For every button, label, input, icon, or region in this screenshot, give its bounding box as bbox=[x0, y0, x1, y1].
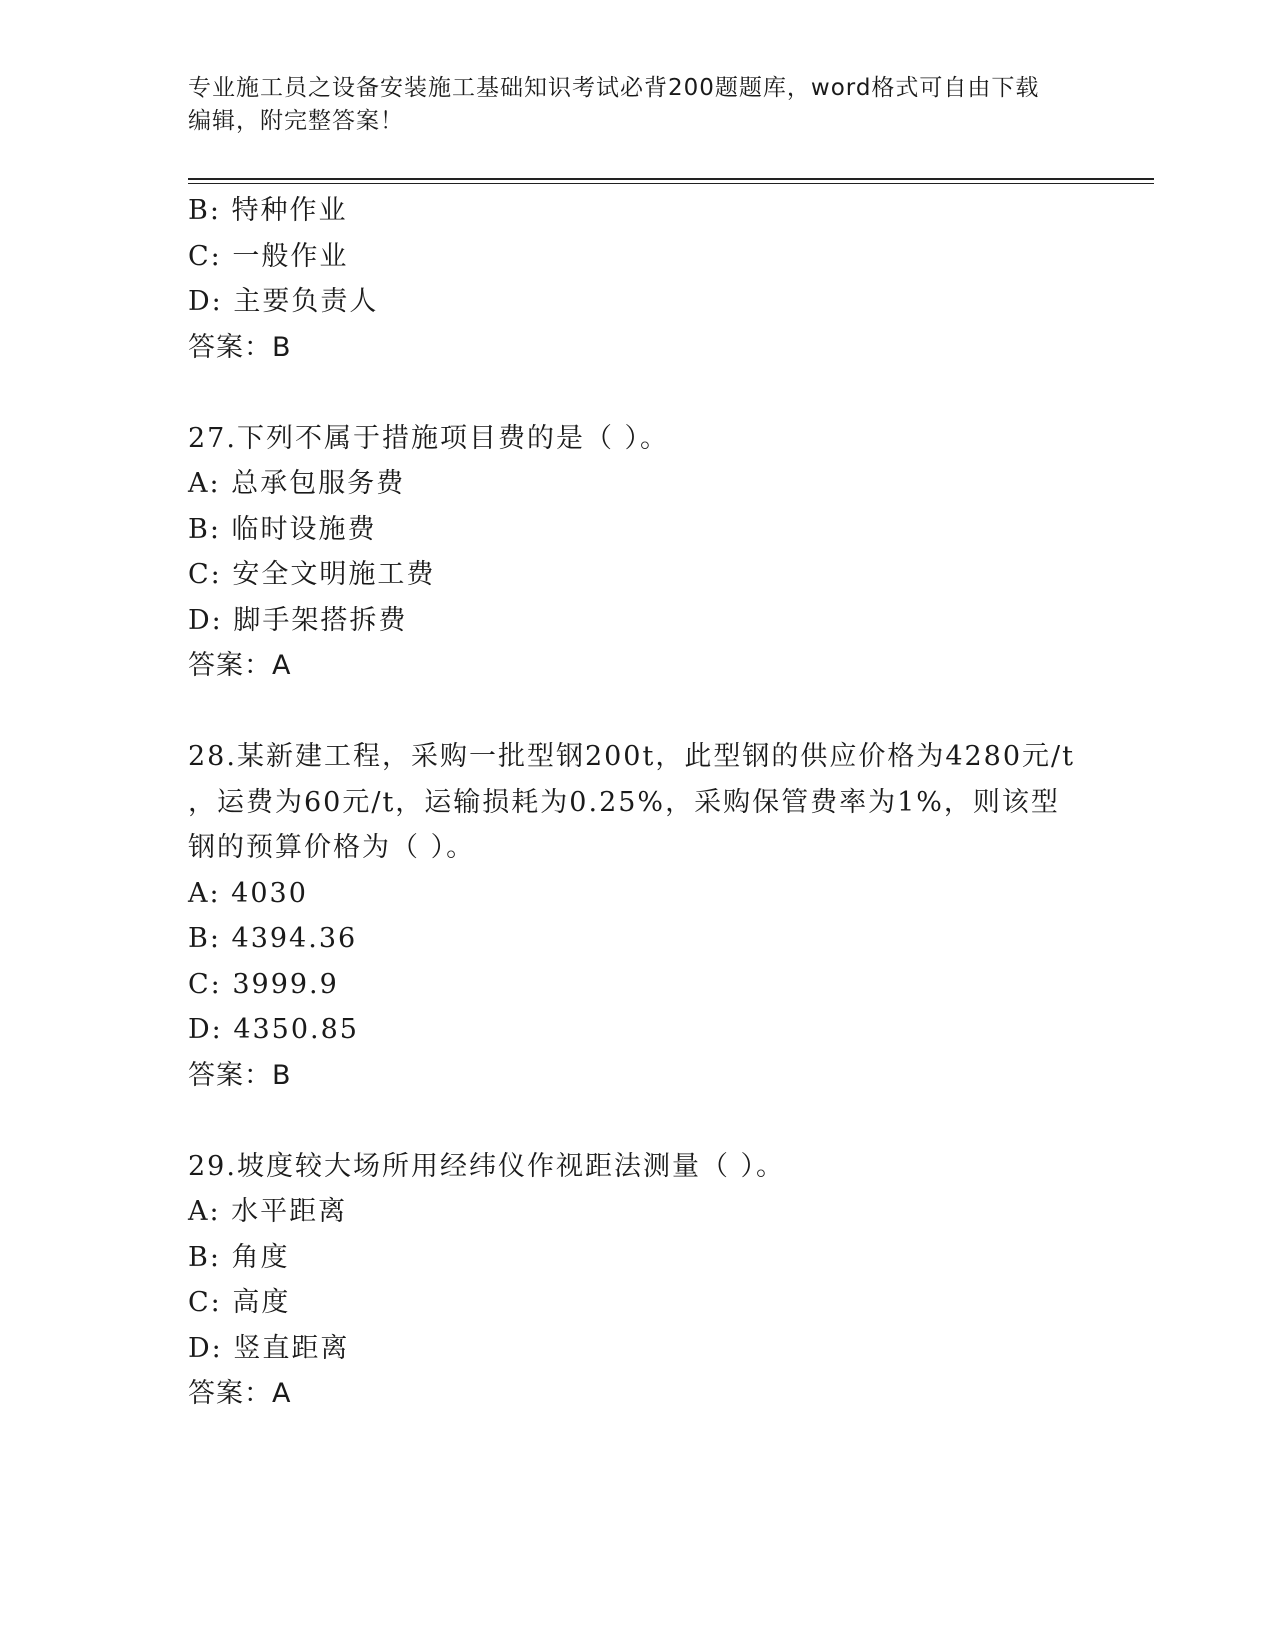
answer-line: 答案：B bbox=[188, 331, 292, 363]
option-d: D: 脚手架搭拆费 bbox=[188, 604, 408, 636]
question-29 bbox=[188, 1144, 1088, 1417]
header-title-line-2: 编辑，附完整答案！ bbox=[188, 108, 404, 134]
header-title-line-1: 专业施工员之设备安装施工基础知识考试必背200题题库，word格式可自由下载 bbox=[188, 75, 1040, 101]
question-stem-line-1: 28.某新建工程，采购一批型钢200t，此型钢的供应价格为4280元/t bbox=[188, 741, 1075, 772]
question-stem: 27.下列不属于措施项目费的是（ ）。 bbox=[188, 422, 670, 454]
option-c: C: 3999.9 bbox=[188, 968, 339, 1000]
answer-line: 答案：A bbox=[188, 650, 292, 681]
option-d: D: 竖直距离 bbox=[188, 1332, 350, 1364]
option-b: B: 角度 bbox=[188, 1241, 290, 1273]
question-28 bbox=[188, 734, 1088, 1098]
option-c: C: 一般作业 bbox=[188, 240, 349, 272]
option-b: B: 4394.36 bbox=[188, 923, 358, 954]
question-stem-line-3: 钢的预算价格为（ ）。 bbox=[188, 832, 476, 863]
question-stem-line-2: ，运费为60元/t，运输损耗为0.25%，采购保管费率为1%，则该型 bbox=[188, 786, 1060, 818]
option-c: C: 高度 bbox=[188, 1287, 291, 1318]
question-27 bbox=[188, 416, 1088, 689]
option-d: D: 主要负责人 bbox=[188, 286, 379, 317]
option-d: D: 4350.85 bbox=[188, 1014, 359, 1045]
question-content bbox=[188, 188, 1088, 1417]
option-a: A: 4030 bbox=[188, 877, 308, 909]
answer-line: 答案：A bbox=[188, 1378, 292, 1409]
option-b: B: 特种作业 bbox=[188, 195, 348, 226]
spacer bbox=[188, 370, 1088, 416]
option-c: C: 安全文明施工费 bbox=[188, 559, 436, 590]
spacer bbox=[188, 689, 1088, 735]
answer-line: 答案：B bbox=[188, 1059, 292, 1091]
option-a: A: 总承包服务费 bbox=[188, 468, 406, 499]
option-b: B: 临时设施费 bbox=[188, 513, 377, 545]
prev-question-block bbox=[188, 188, 1088, 370]
page-header bbox=[188, 72, 1088, 138]
header-divider-thick bbox=[188, 178, 1154, 180]
question-stem: 29.坡度较大场所用经纬仪作视距法测量（ ）。 bbox=[188, 1150, 786, 1182]
header-divider-thin bbox=[188, 183, 1154, 184]
spacer bbox=[188, 1098, 1088, 1144]
option-a: A: 水平距离 bbox=[188, 1196, 348, 1227]
